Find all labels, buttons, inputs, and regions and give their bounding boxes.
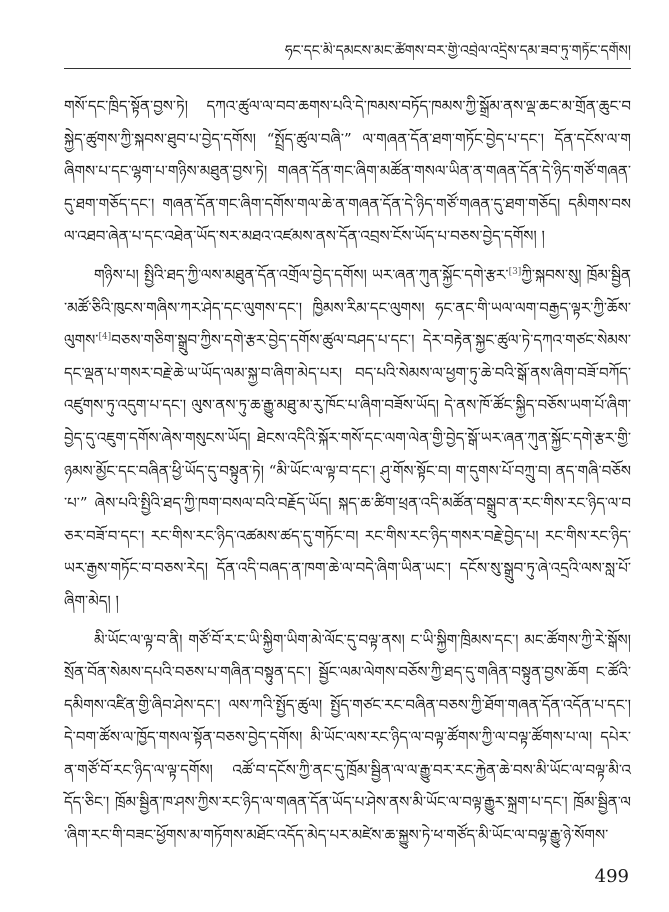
paragraph-2-text-c: བཅས་གཅིག་སྒྲུབ་ཀྱིས་དགེ་རྩར་བྱེད་དགོས་ཚུལ་བཤད་པ་དང་། དེར་བརྟེན་སྐྱང་ཚུལ་ཏེ་དཀའ་གཙང་སེམས་དང་ལྡན་པ་གསར་བརྗེ་ཆེ་ཡ་ཡོད་ལམ་སྐྱ་བ་ཞིག་མེད་པར། བད་པའི་སེམས་ལ་ཕྱག་ཏུ་ཆེ་བའི་སྒོ་ནས་ཞིག་བཟོ་བཀོད་འཛུགས་ཏུ་འདུག་པ་དང་། ལུས་ནས་ཏུ་ཆ་རྒྱུ་མཐུ་མ་རུ་ཁོང་པ་ཞིག་བཟོས་ཡོད། དེ་ནས་ཁོ་ཚོང་སྐྱིད་བཅོས་ཡག་པོ་ཞིག་བྱེད་དུ་འཇུག་དགོས་ཞེས་གསུངས་ཡོད། ཐེངས་འདིའི་སྐོར་གསོ་དང་ལག་ལེན་གྱི་བྱེད་སྒོ་ཡར་ཞན་ཀུན་སྐྱོང་དགེ་རྩར་གྱི་ཉམས་མྱོང་དང་བཞིན་ཕྱི་ཡོད་དུ་བསྟུན་ཏེ། “མི་ཡོང་ལ་ལྟ་བ་དང་། ཤུ་གོས་སྟོང་བ། ག་དུགས་པོ་བཀྲུ་བ། ནད་གཞི་བཅོས་པ་” ཞེས་པའི་སྤྱིའི་ཐད་ཀྱི་ཁག་བསལ་བའི་བརྗོད་ཡོད། སྐད་ཆ་ཚིག་ཕྲན་འདི་མཚོན་བསྒྲུབ་ན་རང་གིས་རང་ཉིད་ལ་བཅར་བཟོ་བ་དང་། རང་གིས་རང་ཉིད་འཚམས་ཚད་དུ་གཏོང་བ། རང་གིས་རང་ཉིད་གསར་བརྗེ་བྱེད་པ། རང་གིས་རང་ཉིད་ཡར་རྒྱས་གཏོང་བ་བཅས་རེད། དོན་འདི་བཞད་ན་ཁག་ཆེ་ལ་བདེ་ཞིག་ཡིན་ཡང་། དངོས་སུ་སྒྲུབ་ཏུ་ཞེ་འདྲའི་ལས་སླ་པོ་ཞིག་མེད། ། bbox=[64, 331, 631, 610]
header-divider bbox=[64, 68, 631, 69]
footnote-ref-4[interactable]: [4] bbox=[98, 332, 112, 343]
page-number: 499 bbox=[594, 866, 629, 887]
paragraph-2 bbox=[64, 259, 631, 618]
footnote-ref-3[interactable]: [3] bbox=[508, 266, 522, 277]
paragraph-2-text-b: ཀྱི་སྐབས་སུ། ཁྲོམ་སྦྱིན་མཚོ་ཅིའི་ཁུངས་གཞིས་ཀར་ཤེད་དང་ལུགས་དང་། ཁྱིམས་རིམ་དང་ལུགས། ཧང་ནང་གི་ཡལ་ལག་བརྒྱད་ལྟར་ཀྱི་ཆོས་ལུགས་ bbox=[64, 265, 632, 350]
running-header: ཧང་དང་མི་དམངས་མང་ཚོགས་བར་གྱི་འབྲེལ་འདྲིས་དམ་ཟབ་ཏུ་གཏོང་དགོས། bbox=[284, 43, 631, 59]
body-text bbox=[64, 90, 631, 858]
paragraph-3: མི་ཡོང་ལ་ལྟ་བ་ནི། གཙོ་བོ་ར་ང་ཡི་སྐྱིག་ཡིག་མེ་ལོང་དུ་བལྟ་ནས། ང་ཡི་སྐྱིག་ཁྲིམས་དང་། མང་ཚོགས་ཀྱི་རེ་སྒོས། སྲོན་བོན་སེམས་དཔའི་བཅས་པ་གཞིན་བསྟུན་དང་། སྦྱོང་ལམ་ལེགས་བཅོས་ཀྱི་ཐད་དུ་གཞིན་བསྟུན་བྱས་ཆོག ང་ཚོའི་དམིགས་འཛིན་གྱི་ཞིབ་ཤེས་དང་། ལས་ཀའི་སྤྱོད་ཚུལ། སྤྱོད་གཙང་རང་བཞིན་བཅས་ཀྱི་ཐོག་གཞན་དོན་འདོན་པ་དང་། དེ་བག་ཚོས་ལ་ཁྱོད་གསལ་སྟོན་བཅས་བྱེད་དགོས། མི་ཡོང་ལས་རང་ཉིད་ལ་བལྟ་ཚོགས་ཀྱི་ལ་བལྟ་ཚོགས་པ་ལ། དཔེར་ན་གཙོ་བོ་རང་ཉིད་ལ་ལྟ་དགོས། འཚོ་བ་དངོས་ཀྱི་ནང་དུ་ཁྲོམ་སྦྱིན་ལ་ལ་རྒྱུ་བར་རང་རྐྱེན་ཆེ་བས་མི་ཡོང་ལ་བལྟ་མི་འདོད་ཅིང་། ཁྲོམ་སྦྱིན་ཁ་ཤས་ཀྱིས་རང་ཉིད་ལ་གཞན་དོན་ཡོད་པ་ཤེས་ནས་མི་ཡོང་ལ་བལྟ་རྒྱུར་སྐྲག་པ་དང་། ཁྲོམ་སྦྱིན་ལ་ཞིག་རང་གི་བཟང་ཕྱོགས་མ་གཏོགས་མཐོང་འདོད་མེད་པར་མཛེས་ཆ་སྐྱུས་ཏེ་ཕ་གཙོད་མི་ཡོང་ལ་བལྟ་རྒྱུ་ཉེ་སོགས་ bbox=[64, 630, 631, 845]
paragraph-2-text-a: གཉིས་པ། སྤྱིའི་ཐད་ཀྱི་ལས་མཐུན་དོན་འགྲོལ་བྱེད་དགོས། ཡར་ཞན་ཀུན་སྐྱོང་དགེ་རྩར་ bbox=[94, 265, 509, 284]
paragraph-1: གསོ་དང་ཁྲིད་སྟོན་བྱས་ཏེ། དཀའ་ཚུལ་ལ་བབ་ཆགས་པའི་དེ་ཁམས་བཏོད་ཁམས་ཀྱི་སྒྲོམ་ནས་ལྡ་ཆང་མ་གྲོན་ཆུང་བསྐྱེད་ཚུགས་ཀྱི་སྐབས་ཐུབ་པ་བྱེད་དགོས། “སྤྲོད་ཚུལ་བཞི་” ལ་གཞན་དོན་ཐག་གཏོང་བྱེད་པ་དང་། དོན་དངོས་ལ་གཞིགས་པ་དང་ལྷག་པ་གཉིས་མཐུན་བྱས་ཏེ། གཞན་དོན་གང་ཞིག་མཚོན་གསལ་ཡིན་ན་གཞན་དོན་དེ་ཉིད་གཙོ་གཞན་དུ་ཐག་གཅོད་དང་། གཞན་དོན་གང་ཞིག་དགོས་གལ་ཆེ་ན་གཞན་དོན་དེ་ཉིད་གཙོ་གཞན་དུ་ཐག་གཅོད། དམིགས་བསལ་འཐབ་ཞེན་པ་དང་འཐེན་ཡོད་སར་མཐའ་འཛམས་ནས་དོན་འབྲས་ངོས་ཡོད་པ་བཅས་བྱེད་དགོས། ། bbox=[64, 97, 631, 246]
